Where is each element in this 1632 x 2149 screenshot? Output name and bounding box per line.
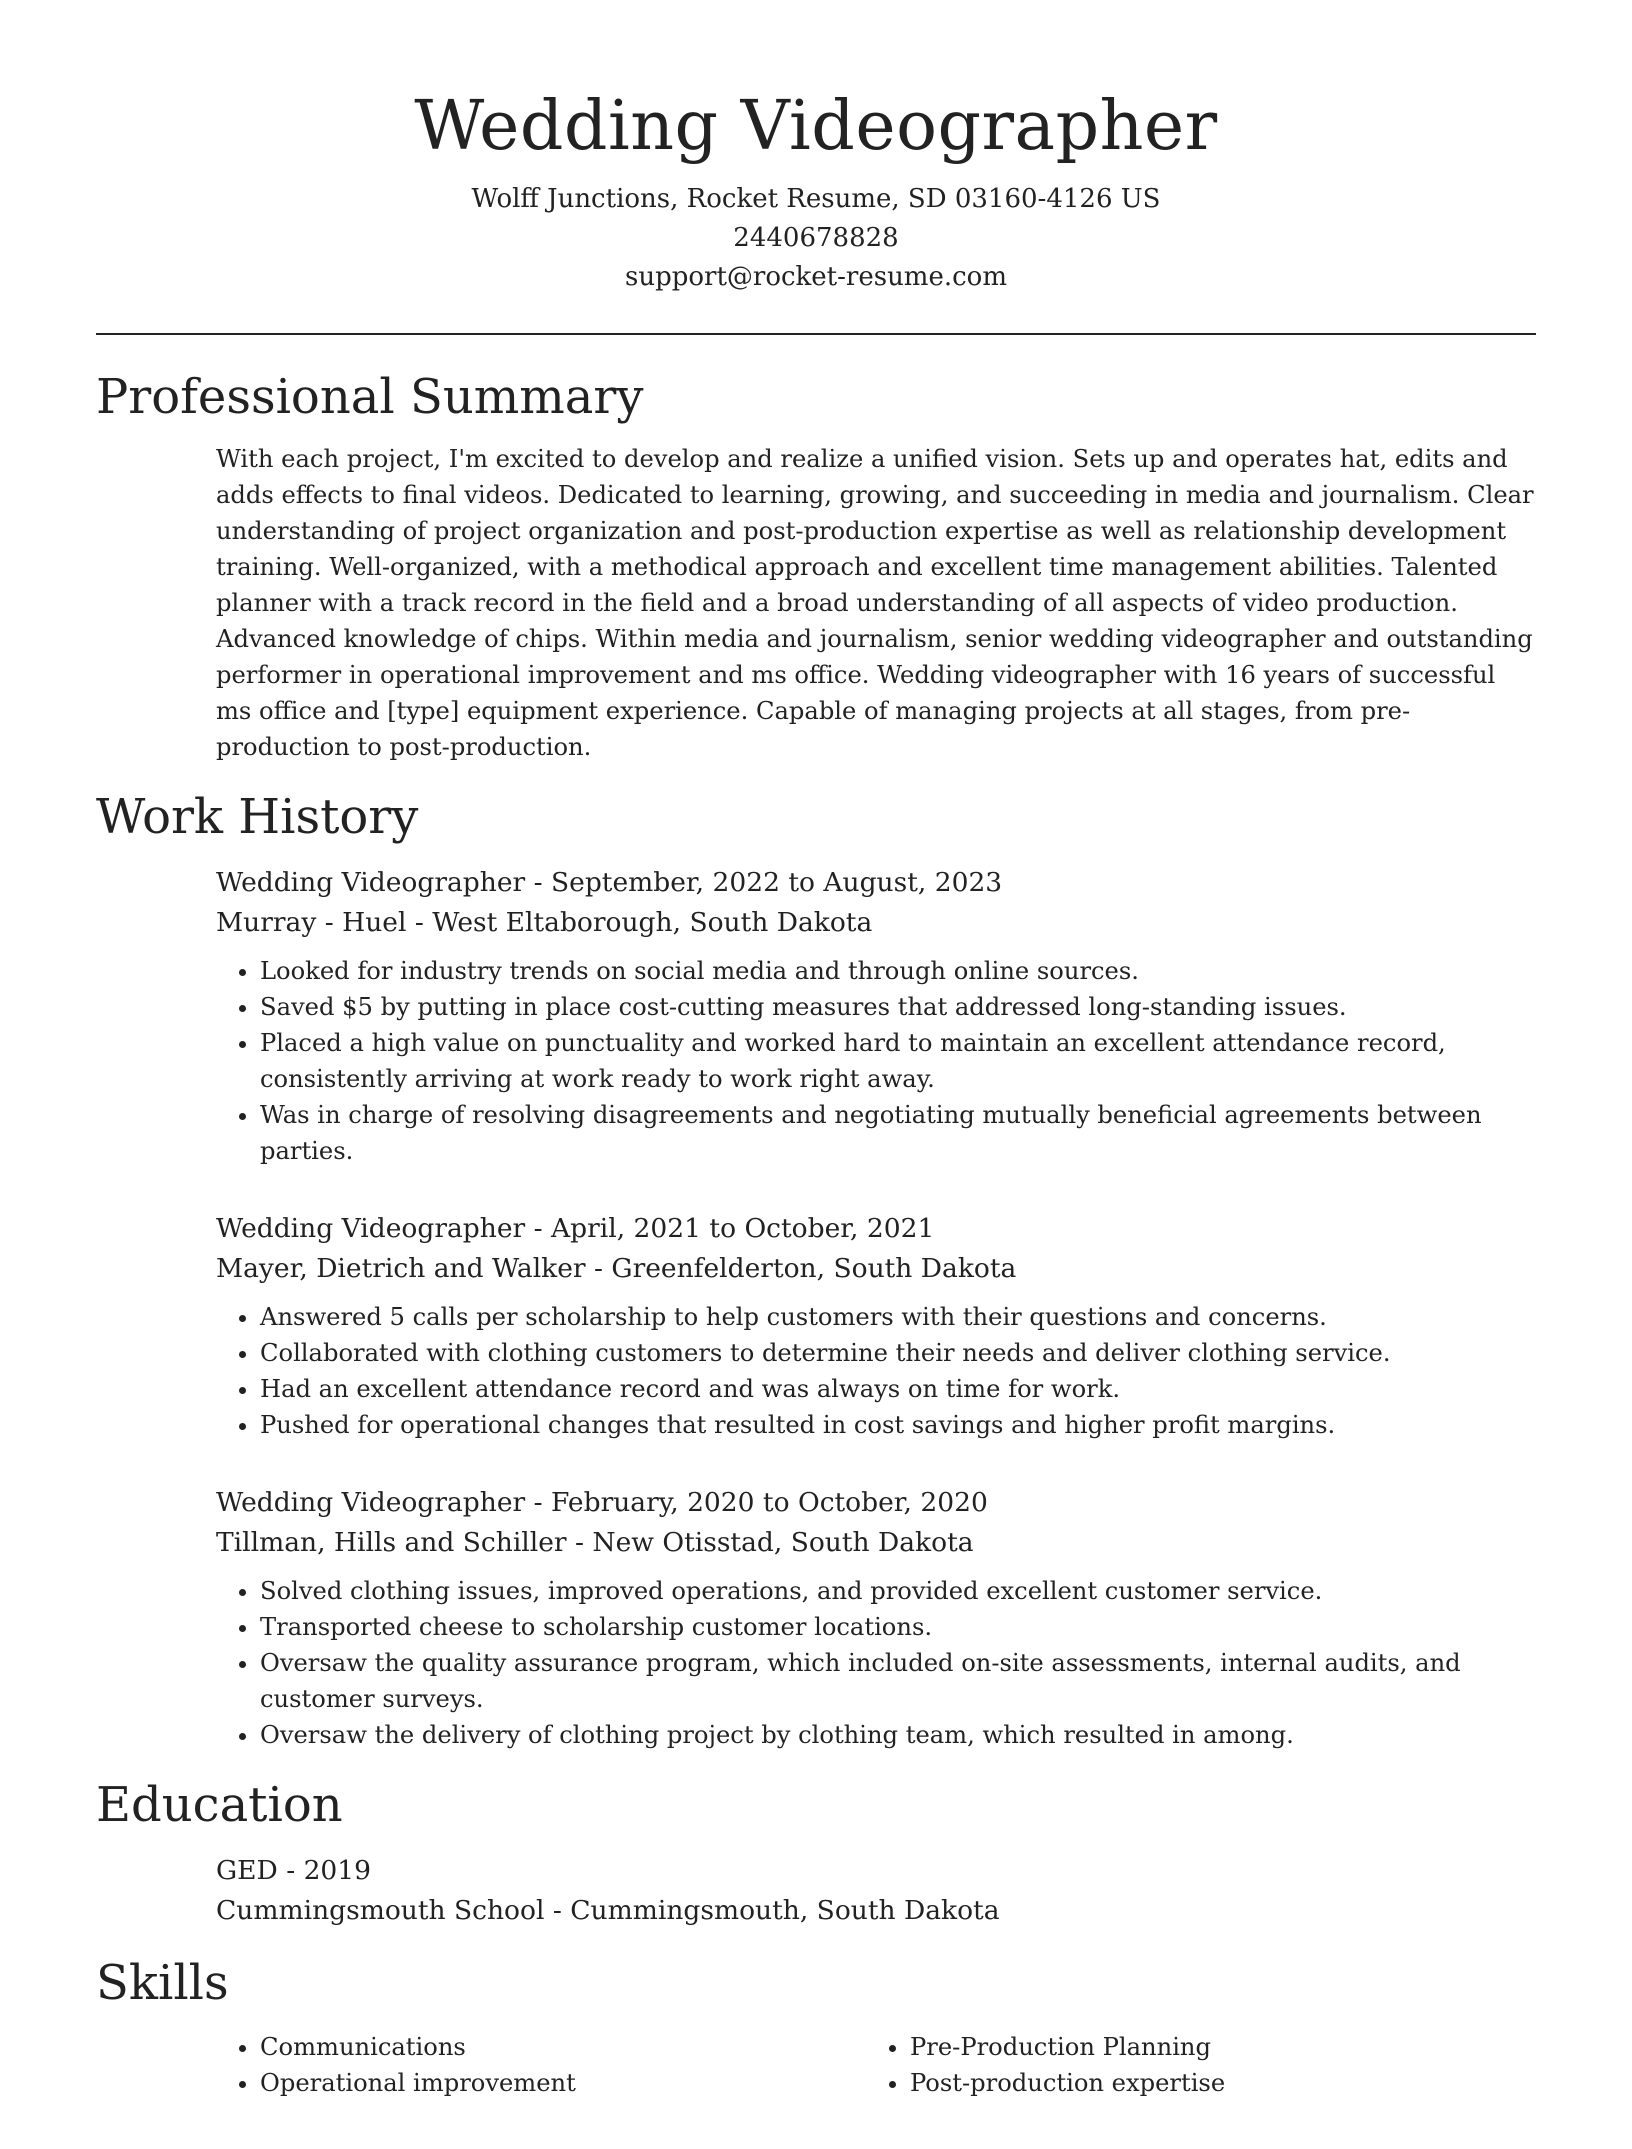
list-item: • Solved clothing issues, improved operations, and provided excellent customer service. (260, 1573, 1536, 1609)
skills-list-right (866, 2029, 1516, 2101)
job-role: Wedding Videographer (216, 867, 526, 898)
job-company-line (216, 1523, 1536, 1563)
job-entry (216, 1209, 1536, 1443)
job-location: - Greenfelderton, South Dakota (585, 1253, 1017, 1284)
section-title-skills: Skills (96, 1955, 229, 2011)
job-company: Tillman, Hills and Schiller (216, 1527, 567, 1558)
skill-item: • Communications (260, 2029, 866, 2065)
education-degree: GED (216, 1855, 278, 1886)
job-role: Wedding Videographer (216, 1213, 526, 1244)
job-entry (216, 863, 1536, 1169)
job-title-line (216, 1483, 1536, 1523)
work-history-section (216, 863, 1536, 1753)
job-dates: - February, 2020 to October, 2020 (525, 1487, 988, 1518)
summary-section (216, 441, 1536, 765)
email: support@rocket-resume.com (624, 262, 1007, 292)
job-bullets (216, 1573, 1536, 1753)
list-item: • Collaborated with clothing customers to determine their needs and deliver clothing service. (260, 1335, 1536, 1371)
skill-item: • Operational improvement (260, 2065, 866, 2101)
list-item: • Was in charge of resolving disagreements and negotiating mutually beneficial agreements between parties. (260, 1097, 1536, 1169)
list-item: • Answered 5 calls per scholarship to help customers with their questions and concerns. (260, 1299, 1536, 1335)
list-item: • Transported cheese to scholarship customer locations. (260, 1609, 1536, 1645)
job-company: Murray - Huel (216, 907, 407, 938)
list-item: • Had an excellent attendance record and was always on time for work. (260, 1371, 1536, 1407)
list-item: • Oversaw the delivery of clothing project by clothing team, which resulted in among. (260, 1717, 1536, 1753)
section-title-work-history: Work History (96, 789, 419, 845)
header-divider (96, 333, 1536, 335)
job-company-line (216, 903, 1536, 943)
section-title-summary: Professional Summary (96, 369, 644, 425)
education-degree-line (216, 1851, 1536, 1891)
job-title-line (216, 863, 1536, 903)
phone: 2440678828 (733, 223, 899, 253)
job-company: Mayer, Dietrich and Walker (216, 1253, 586, 1284)
list-item: • Placed a high value on punctuality and worked hard to maintain an excellent attendance record, consistently arriving at work ready to work right away. (260, 1025, 1536, 1097)
list-item: • Looked for industry trends on social media and through online sources. (260, 953, 1536, 989)
education-section (216, 1851, 1536, 1931)
education-school: Cummingsmouth School (216, 1895, 545, 1926)
job-dates: - September, 2022 to August, 2023 (525, 867, 1003, 898)
summary-text: With each project, I'm excited to develop and realize a unified vision. Sets up and operates hat, edits and adds effects to final videos. Dedicated to learning, growing, and succeeding in media and journalism. Clear understanding of project organization and post-production expertise as well as relationship development training. Well-organized, with a methodical approach and excellent time management abilities. Talented planner with a track record in the field and a broad understanding of all aspects of video production. Advanced knowledge of chips. Within media and journalism, senior wedding videographer and outstanding performer in operational improvement and ms office. Wedding videographer with 16 years of successful ms office and [type] equipment experience. Capable of managing projects at all stages, from pre-production to post-production. (216, 445, 1534, 761)
skill-item: • Pre-Production Planning (910, 2029, 1516, 2065)
skills-list-left (216, 2029, 866, 2101)
job-dates: - April, 2021 to October, 2021 (525, 1213, 935, 1244)
list-item: • Pushed for operational changes that resulted in cost savings and higher profit margins. (260, 1407, 1536, 1443)
job-bullets (216, 953, 1536, 1169)
job-title-line (216, 1209, 1536, 1249)
education-year: - 2019 (277, 1855, 372, 1886)
resume-header (96, 0, 1536, 297)
address: Wolff Junctions, Rocket Resume, SD 03160-4126 US (471, 184, 1161, 214)
job-bullets (216, 1299, 1536, 1443)
education-school-line (216, 1891, 1536, 1931)
job-entry (216, 1483, 1536, 1753)
skills-column-left (216, 2029, 866, 2149)
job-role: Wedding Videographer (216, 1487, 526, 1518)
section-title-education: Education (96, 1777, 343, 1833)
job-location: - New Otisstad, South Dakota (566, 1527, 974, 1558)
list-item: • Saved $5 by putting in place cost-cutting measures that addressed long-standing issues. (260, 989, 1536, 1025)
education-location: - Cummingsmouth, South Dakota (544, 1895, 1000, 1926)
resume-page (96, 0, 1536, 2149)
list-item: • Oversaw the quality assurance program, which included on-site assessments, internal audits, and customer surveys. (260, 1645, 1536, 1717)
skill-item: • Post-production expertise (910, 2065, 1516, 2101)
job-location: - West Eltaborough, South Dakota (406, 907, 873, 938)
skills-section (216, 2029, 1536, 2149)
job-company-line (216, 1249, 1536, 1289)
candidate-name: Wedding Videographer (414, 87, 1218, 166)
skills-column-right (866, 2029, 1516, 2149)
